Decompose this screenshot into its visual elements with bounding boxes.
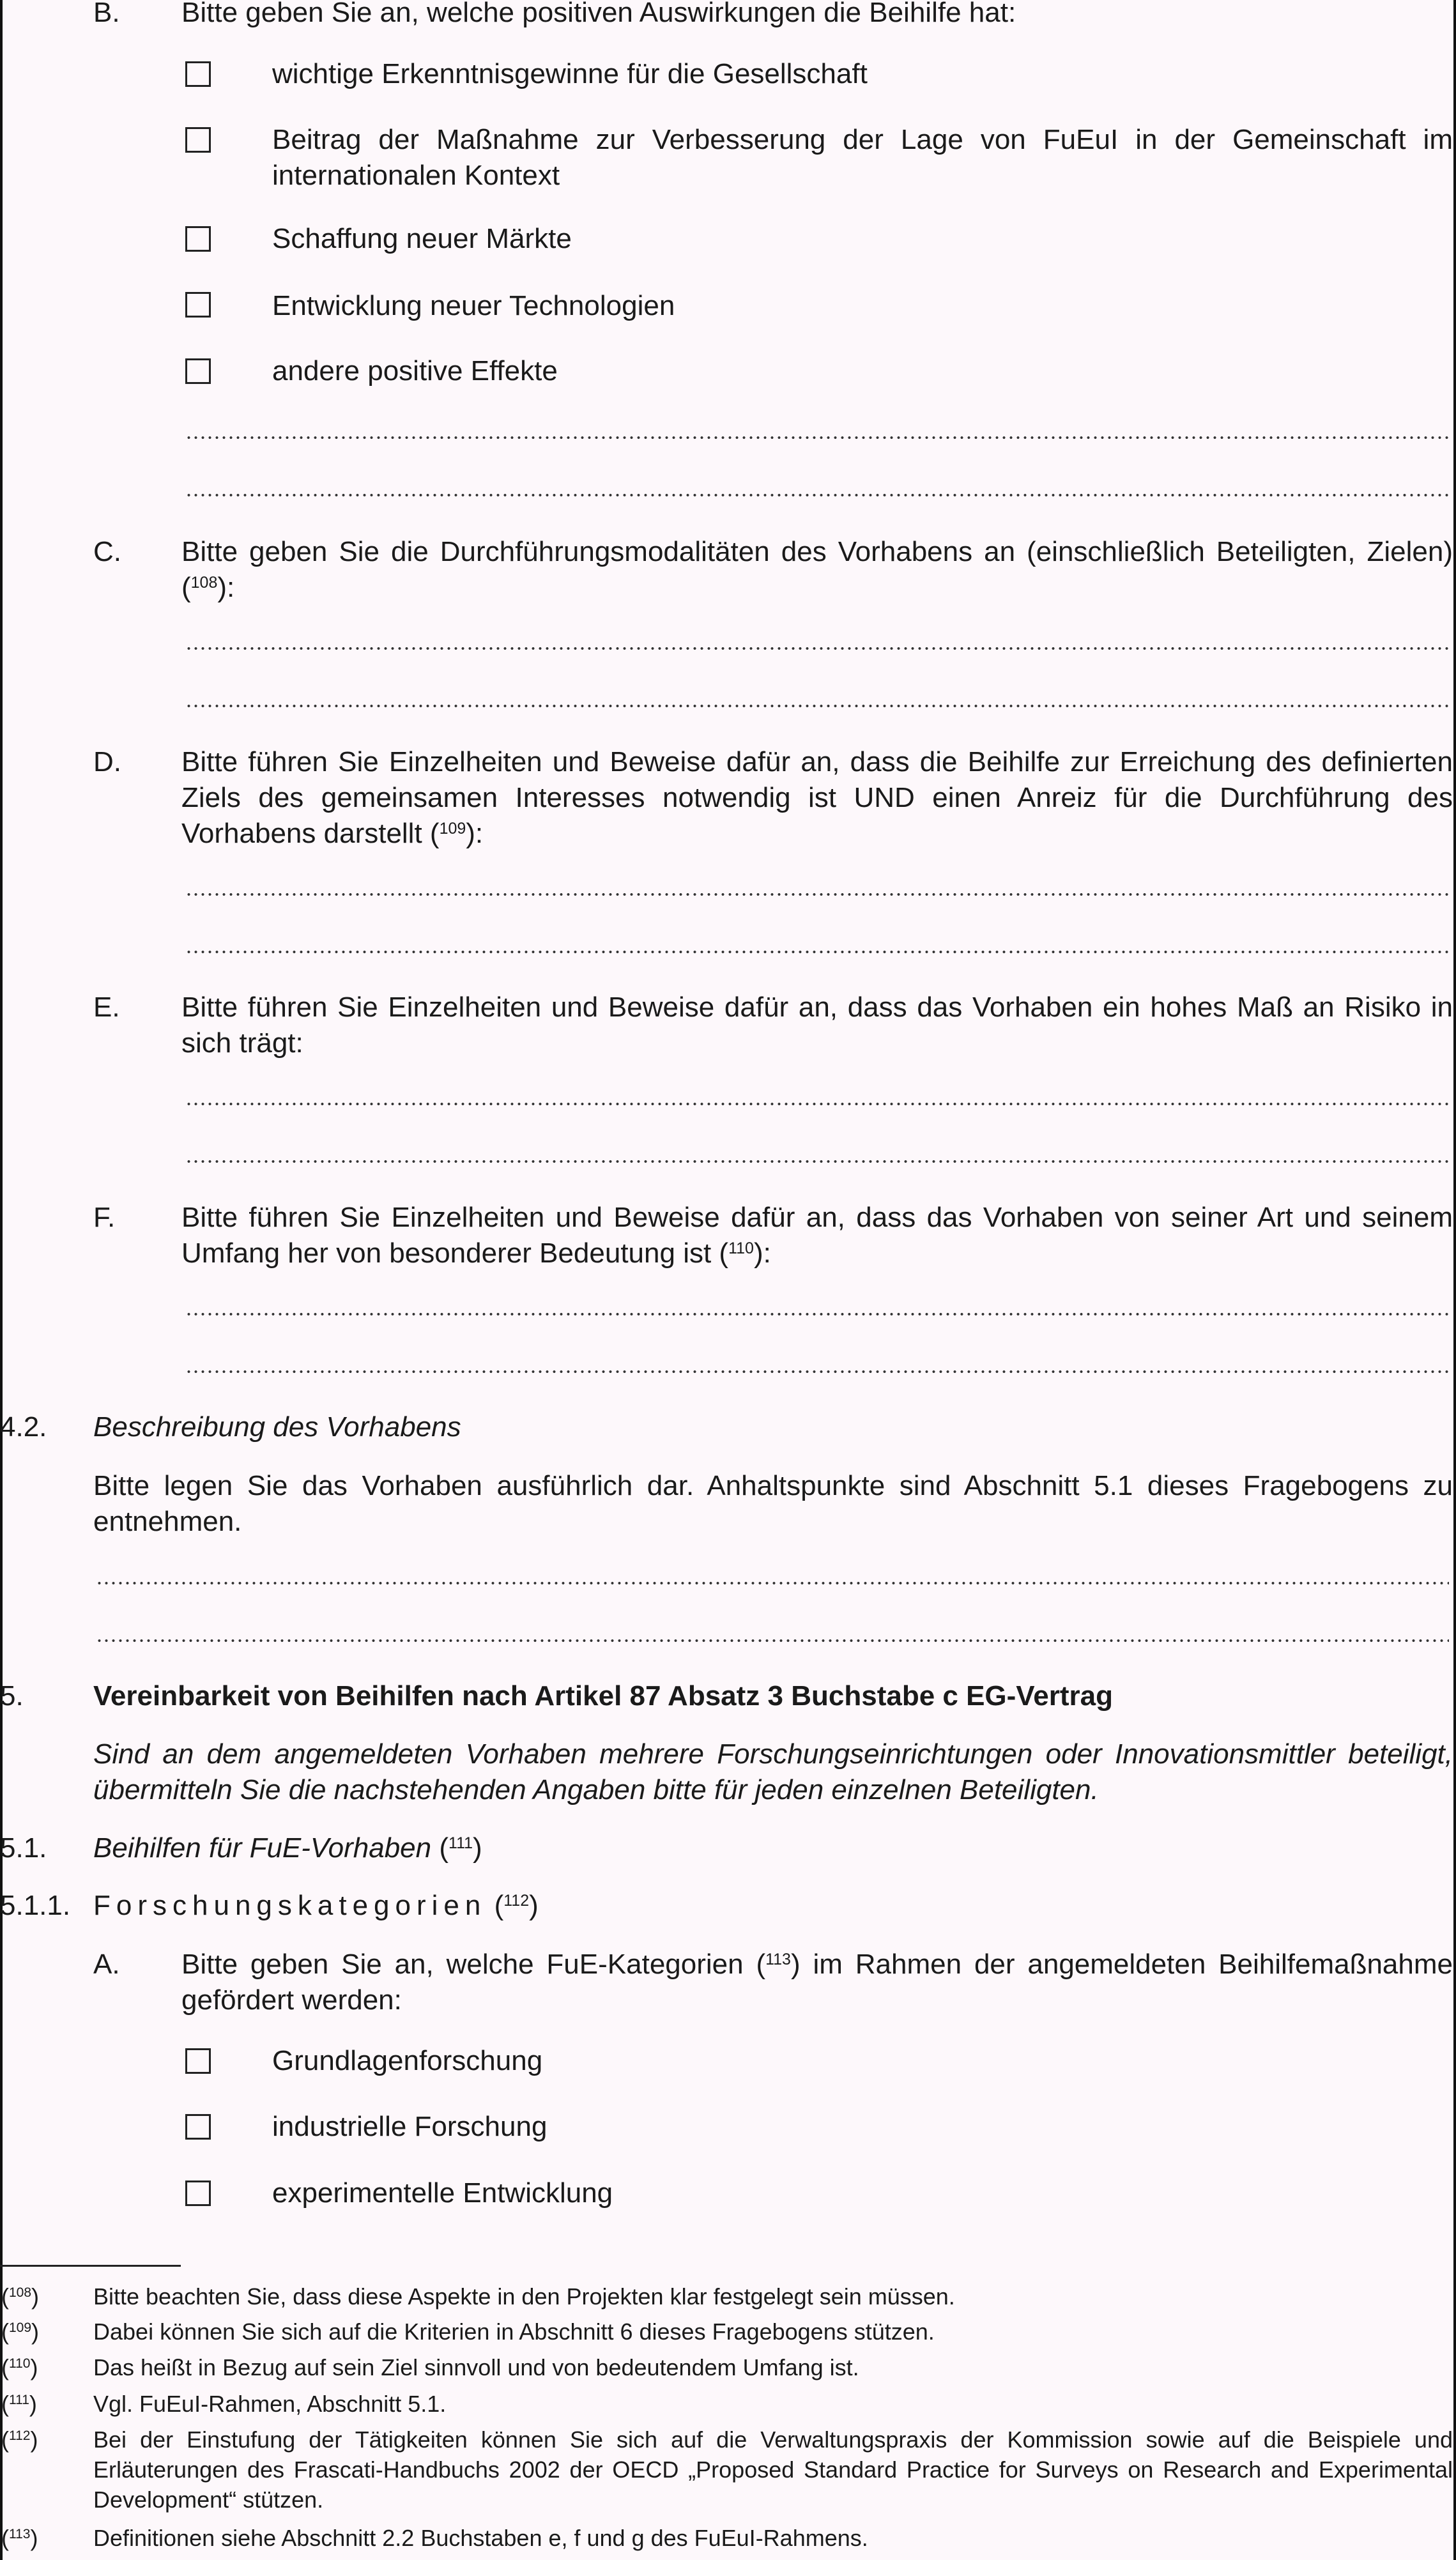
section-e-question: Bitte führen Sie Einzelheiten und Beweise dafür an, dass das Vorhaben ein hohes Maß an Risiko in sich trägt: (181, 992, 1453, 1059)
section-a-question: Bitte geben Sie an, welche FuE-Kategorien ($^{113}$) im Rahmen der angemeldeten Beihilfemaßnahme gefördert werden: (181, 1949, 1453, 2016)
section-4-2-text: Bitte legen Sie das Vorhaben ausführlich dar. Anhaltspunkte sind Abschnitt 5.1 dieses Fragebogens zu entnehmen. (93, 1470, 1453, 1537)
section-4-2-number: 4.2. (0, 1411, 47, 1443)
option-grundlagenforschung: Grundlagenforschung (272, 2045, 543, 2076)
footnote-108-marker: ($^{108}$) (1, 2283, 40, 2310)
section-f-letter: F. (93, 1202, 116, 1233)
section-4-2-title: Beschreibung des Vorhabens (93, 1411, 461, 1443)
footnote-111-marker: ($^{111}$) (1, 2391, 37, 2417)
option-experimentelle-entwicklung: experimentelle Entwicklung (272, 2177, 613, 2209)
section-5-1-number: 5.1. (0, 1832, 47, 1864)
section-5-1-1-number: 5.1.1. (0, 1890, 71, 1921)
option-neue-technologien: Entwicklung neuer Technologien (272, 290, 675, 321)
section-5-1-1-heading: Forschungskategorien ($^{112}$) (93, 1890, 539, 1921)
option-andere-effekte: andere positive Effekte (272, 355, 558, 387)
section-d-question: Bitte führen Sie Einzelheiten und Beweise dafür an, dass die Beihilfe zur Erreichung des definierten Ziels des gemeinsamen Interesses notwendig ist UND einen Anreiz für die Durchführung des Vorhabens darstellt ($^{109}$): (181, 746, 1453, 849)
checkbox-erkenntnisgewinne[interactable] (185, 61, 211, 87)
footnote-ref-113[interactable]: 113 (765, 1951, 791, 1968)
answer-line-b-1[interactable] (185, 436, 1449, 440)
answer-line-e-2[interactable] (185, 1160, 1449, 1163)
footnote-111-text: Vgl. FuEuI-Rahmen, Abschnitt 5.1. (93, 2391, 447, 2417)
section-5-1-heading: Beihilfen für FuE-Vorhaben ($^{111}$) (93, 1832, 482, 1864)
answer-line-d-2[interactable] (185, 950, 1449, 954)
footnote-110-text: Das heißt in Bezug auf sein Ziel sinnvoll und von bedeutendem Umfang ist. (93, 2354, 859, 2380)
checkbox-beitrag-massnahme[interactable] (185, 127, 211, 153)
section-5-number: 5. (0, 1680, 24, 1712)
answer-line-e-1[interactable] (185, 1102, 1449, 1106)
footnote-ref-111[interactable]: 111 (448, 1834, 473, 1852)
checkbox-andere-effekte[interactable] (185, 358, 211, 384)
footnote-separator (0, 2265, 181, 2267)
checkbox-neue-technologien[interactable] (185, 292, 211, 318)
footnote-ref-108[interactable]: 108 (190, 574, 218, 592)
answer-line-f-1[interactable] (185, 1312, 1449, 1316)
section-d-letter: D. (93, 746, 121, 778)
footnote-ref-109[interactable]: 109 (439, 820, 466, 838)
section-a-letter: A. (93, 1949, 120, 1980)
answer-line-4-2-2[interactable] (96, 1639, 1449, 1643)
section-b-question: Bitte geben Sie an, welche positiven Auswirkungen die Beihilfe hat: (181, 0, 1016, 28)
checkbox-grundlagenforschung[interactable] (185, 2048, 211, 2074)
option-industrielle-forschung: industrielle Forschung (272, 2111, 548, 2142)
answer-line-4-2-1[interactable] (96, 1581, 1449, 1585)
answer-line-f-2[interactable] (185, 1370, 1449, 1374)
page-border-right (1453, 0, 1456, 2560)
footnote-108-text: Bitte beachten Sie, dass diese Aspekte in den Projekten klar festgelegt sein müssen. (93, 2283, 955, 2310)
section-5-note: Sind an dem angemeldeten Vorhaben mehrere Forschungseinrichtungen oder Innovationsmittler beteiligt, übermitteln Sie die nachstehenden Angaben bitte für jeden einzelnen Beteiligten. (93, 1738, 1453, 1805)
section-5-1-title: Beihilfen für FuE-Vorhaben (93, 1832, 432, 1864)
footnote-110-marker: ($^{110}$) (1, 2354, 38, 2380)
section-5-title: Vereinbarkeit von Beihilfen nach Artikel 87 Absatz 3 Buchstabe c EG-Vertrag (93, 1680, 1113, 1712)
section-c-letter: C. (93, 536, 121, 567)
footnote-112-marker: ($^{112}$) (1, 2426, 38, 2453)
footnote-113-text: Definitionen siehe Abschnitt 2.2 Buchstaben e, f und g des FuEuI-Rahmens. (93, 2525, 868, 2551)
answer-line-d-1[interactable] (185, 893, 1449, 896)
checkbox-experimentelle-entwicklung[interactable] (185, 2181, 211, 2206)
section-c-question: Bitte geben Sie die Durchführungsmodalitäten des Vorhabens an (einschließlich Beteiligten, Zielen) ($^{108}$): (181, 536, 1453, 603)
option-beitrag-massnahme: Beitrag der Maßnahme zur Verbesserung der Lage von FuEuI in der Gemeinschaft im internationalen Kontext (272, 124, 1453, 191)
section-e-letter: E. (93, 992, 120, 1023)
footnote-ref-110[interactable]: 110 (728, 1239, 754, 1257)
section-f-question: Bitte führen Sie Einzelheiten und Beweise dafür an, dass das Vorhaben von seiner Art und seinem Umfang her von besonderer Bedeutung ist ($^{110}$): (181, 1202, 1453, 1269)
answer-line-c-1[interactable] (185, 647, 1449, 650)
option-erkenntnisgewinne: wichtige Erkenntnisgewinne für die Gesellschaft (272, 58, 868, 89)
footnote-109-marker: ($^{109}$) (1, 2319, 40, 2345)
section-5-1-1-title: Forschungskategorien (93, 1890, 487, 1921)
option-neue-maerkte: Schaffung neuer Märkte (272, 223, 572, 254)
section-b-letter: B. (93, 0, 120, 28)
footnote-112-text: Bei der Einstufung der Tätigkeiten können Sie sich auf die Verwaltungspraxis der Kommission sowie auf die Beispiele und Erläuterungen des Frascati-Handbuchs 2002 der OECD „Proposed Standard Practice for Surveys on Research and Experimental Development“ stützen. (93, 2426, 1453, 2513)
footnote-109-text: Dabei können Sie sich auf die Kriterien in Abschnitt 6 dieses Fragebogens stützen. (93, 2319, 935, 2345)
checkbox-industrielle-forschung[interactable] (185, 2114, 211, 2140)
answer-line-c-2[interactable] (185, 704, 1449, 708)
footnote-ref-112[interactable]: 112 (503, 1892, 530, 1910)
answer-line-b-2[interactable] (185, 493, 1449, 497)
checkbox-neue-maerkte[interactable] (185, 226, 211, 252)
footnote-113-marker: ($^{113}$) (1, 2525, 38, 2551)
page-border-left (0, 0, 3, 2560)
